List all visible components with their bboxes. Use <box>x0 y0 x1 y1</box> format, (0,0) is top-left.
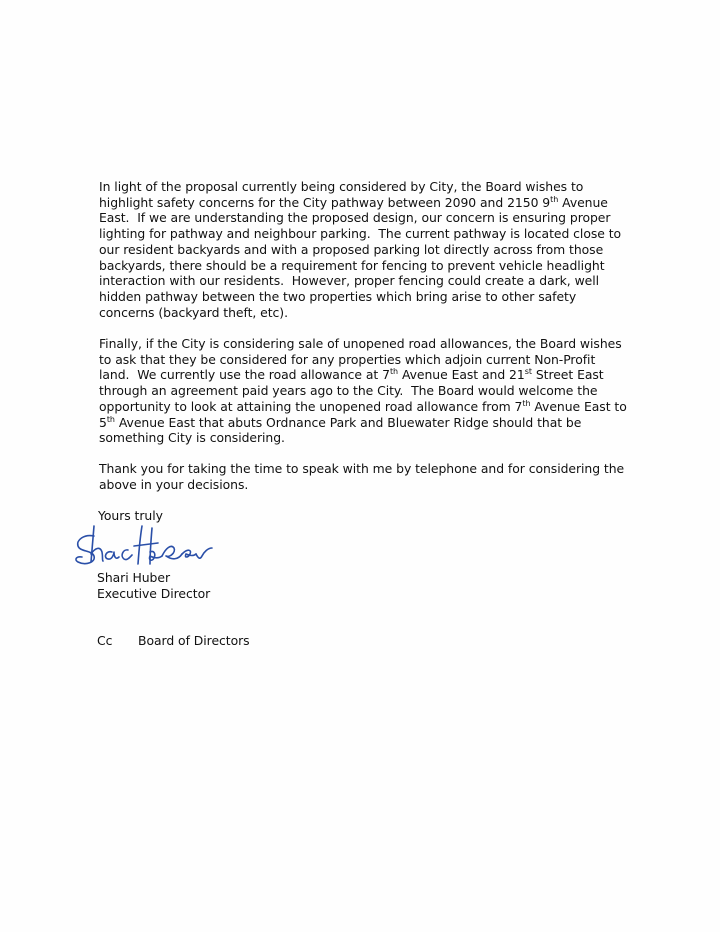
paragraph-line <box>99 195 621 211</box>
line-text: highlight safety concerns for the City pathway between 2090 and 2150 9 <box>99 194 551 210</box>
line-text: Avenue East and 21 <box>398 367 525 383</box>
ordinal-suffix: th <box>550 194 559 204</box>
paragraph-line <box>99 242 621 258</box>
ordinal-suffix: th <box>106 414 115 424</box>
line-text: 5 <box>99 414 107 430</box>
paragraph-line <box>99 258 621 274</box>
signer-title: Executive Director <box>97 586 211 601</box>
line-text: interaction with our residents. However, proper fencing could create a dark, well <box>99 273 600 289</box>
line-text: to ask that they be considered for any properties which adjoin current Non-Profit <box>99 351 596 367</box>
handwritten-signature <box>72 524 222 574</box>
paragraph-line <box>99 477 624 493</box>
paragraph-line <box>99 415 627 431</box>
paragraph-line <box>99 289 621 305</box>
signer-name: Shari Huber <box>97 570 170 585</box>
paragraph-line <box>99 210 621 226</box>
cc-recipients: Board of Directors <box>138 633 250 648</box>
line-text: something City is considering. <box>99 430 285 446</box>
paragraph-thanks <box>99 461 624 492</box>
ordinal-suffix: th <box>389 367 399 377</box>
line-text: Avenue East to <box>530 398 627 414</box>
paragraph-line <box>99 273 621 289</box>
paragraph-line <box>99 383 627 399</box>
paragraph-road-allowances <box>99 336 627 446</box>
line-text: hidden pathway between the two properties which bring arise to other safety <box>99 288 577 304</box>
paragraph-line <box>99 352 627 368</box>
line-text: backyards, there should be a requirement for fencing to prevent vehicle headlight <box>99 257 605 273</box>
line-text: land. We currently use the road allowance at 7 <box>99 367 390 383</box>
paragraph-line <box>99 367 627 383</box>
paragraph-line <box>99 179 621 195</box>
line-text: concerns (backyard theft, etc). <box>99 304 288 320</box>
line-text: Thank you for taking the time to speak with me by telephone and for considering the <box>99 461 625 476</box>
line-text: Street East <box>531 367 604 383</box>
paragraph-line <box>99 305 621 321</box>
line-text: lighting for pathway and neighbour parking. The current pathway is located close to <box>99 226 622 242</box>
line-text: opportunity to look at attaining the unopened road allowance from 7 <box>99 398 523 414</box>
ordinal-suffix: th <box>522 398 531 408</box>
closing-salutation: Yours truly <box>98 508 163 523</box>
paragraph-pathway-safety <box>99 179 621 320</box>
line-text: Avenue <box>558 194 608 210</box>
paragraph-line <box>99 430 627 446</box>
paragraph-line <box>99 399 627 415</box>
line-text: our resident backyards and with a proposed parking lot directly across from those <box>99 241 604 257</box>
ordinal-suffix: st <box>524 367 532 377</box>
line-text: Avenue East that abuts Ordnance Park and Bluewater Ridge should that be <box>114 414 582 430</box>
line-text: Finally, if the City is considering sale of unopened road allowances, the Board wishes <box>99 336 622 351</box>
paragraph-line <box>99 336 627 352</box>
paragraph-line <box>99 461 624 477</box>
line-text: East. If we are understanding the proposed design, our concern is ensuring proper <box>99 210 611 226</box>
line-text: through an agreement paid years ago to the City. The Board would welcome the <box>99 383 598 399</box>
line-text: above in your decisions. <box>99 476 249 492</box>
cc-label: Cc <box>97 633 113 648</box>
paragraph-line <box>99 226 621 242</box>
line-text: In light of the proposal currently being considered by City, the Board wishes to <box>99 179 584 194</box>
